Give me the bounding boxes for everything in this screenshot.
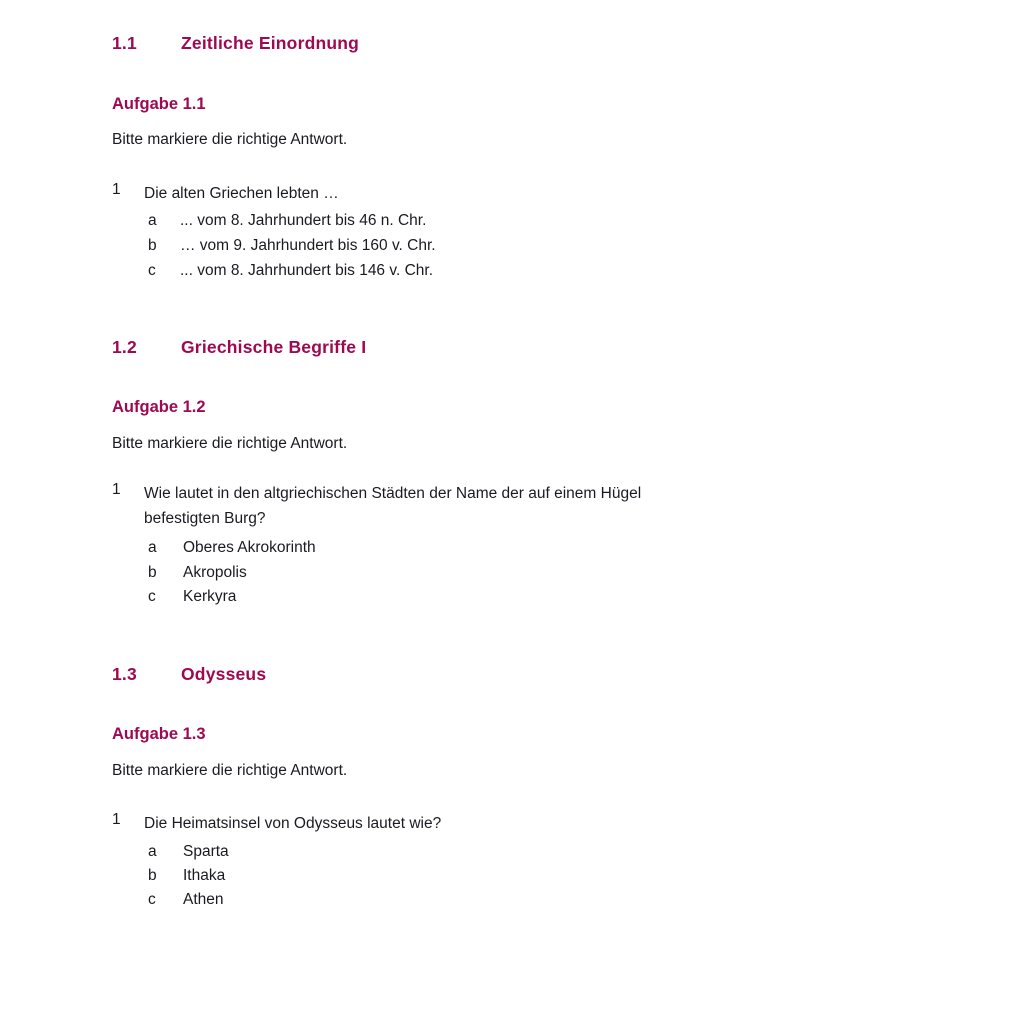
option-row-1-3-a[interactable] xyxy=(148,843,229,861)
option-text: … vom 9. Jahrhundert bis 160 v. Chr. xyxy=(180,237,436,254)
option-text: Akropolis xyxy=(183,564,247,581)
section-number: 1.3 xyxy=(112,664,137,684)
option-row-1-1-a[interactable] xyxy=(148,212,426,230)
option-letter: c xyxy=(148,262,156,279)
option-row-1-2-c[interactable] xyxy=(148,588,236,606)
option-row-1-2-a[interactable] xyxy=(148,539,316,557)
option-letter: c xyxy=(148,588,156,605)
section-number: 1.1 xyxy=(112,33,137,53)
option-letter: b xyxy=(148,564,157,581)
section-heading-1-3 xyxy=(112,664,266,685)
option-text: ... vom 8. Jahrhundert bis 146 v. Chr. xyxy=(180,262,434,279)
question-1-3 xyxy=(112,811,812,836)
question-text: Wie lautet in den altgriechischen Städten der Name der auf einem Hügel befestigten Burg? xyxy=(144,485,642,527)
option-text: Kerkyra xyxy=(183,588,237,605)
section-number: 1.2 xyxy=(112,337,137,357)
task-heading-1-2: Aufgabe 1.2 xyxy=(112,398,206,416)
question-text: Die Heimatsinsel von Odysseus lautet wie? xyxy=(144,815,442,832)
instruction-1-2: Bitte markiere die richtige Antwort. xyxy=(112,435,348,452)
section-heading-1-2 xyxy=(112,337,366,358)
option-text: Ithaka xyxy=(183,867,226,884)
option-letter: c xyxy=(148,891,156,908)
section-heading-1-1 xyxy=(112,33,359,54)
question-1-1 xyxy=(112,181,812,206)
question-number: 1 xyxy=(112,811,121,828)
option-row-1-3-c[interactable] xyxy=(148,891,224,909)
question-text: Die alten Griechen lebten … xyxy=(144,185,339,202)
task-heading-1-3: Aufgabe 1.3 xyxy=(112,725,206,743)
option-row-1-1-c[interactable] xyxy=(148,262,433,280)
option-letter: a xyxy=(148,212,157,229)
option-text: Athen xyxy=(183,891,224,908)
option-text: Sparta xyxy=(183,843,229,860)
option-row-1-1-b[interactable] xyxy=(148,237,436,255)
option-letter: b xyxy=(148,237,157,254)
option-letter: b xyxy=(148,867,157,884)
option-letter: a xyxy=(148,843,157,860)
question-1-2 xyxy=(112,481,712,531)
instruction-1-1: Bitte markiere die richtige Antwort. xyxy=(112,131,348,148)
option-text: Oberes Akrokorinth xyxy=(183,539,316,556)
section-title: Odysseus xyxy=(181,664,267,684)
instruction-1-3: Bitte markiere die richtige Antwort. xyxy=(112,762,348,779)
task-heading-1-1: Aufgabe 1.1 xyxy=(112,95,206,113)
option-text: ... vom 8. Jahrhundert bis 46 n. Chr. xyxy=(180,212,427,229)
section-title: Zeitliche Einordnung xyxy=(181,33,360,53)
section-title: Griechische Begriffe I xyxy=(181,337,367,357)
option-row-1-2-b[interactable] xyxy=(148,564,247,582)
option-letter: a xyxy=(148,539,157,556)
question-number: 1 xyxy=(112,181,121,198)
question-number: 1 xyxy=(112,481,121,498)
option-row-1-3-b[interactable] xyxy=(148,867,225,885)
